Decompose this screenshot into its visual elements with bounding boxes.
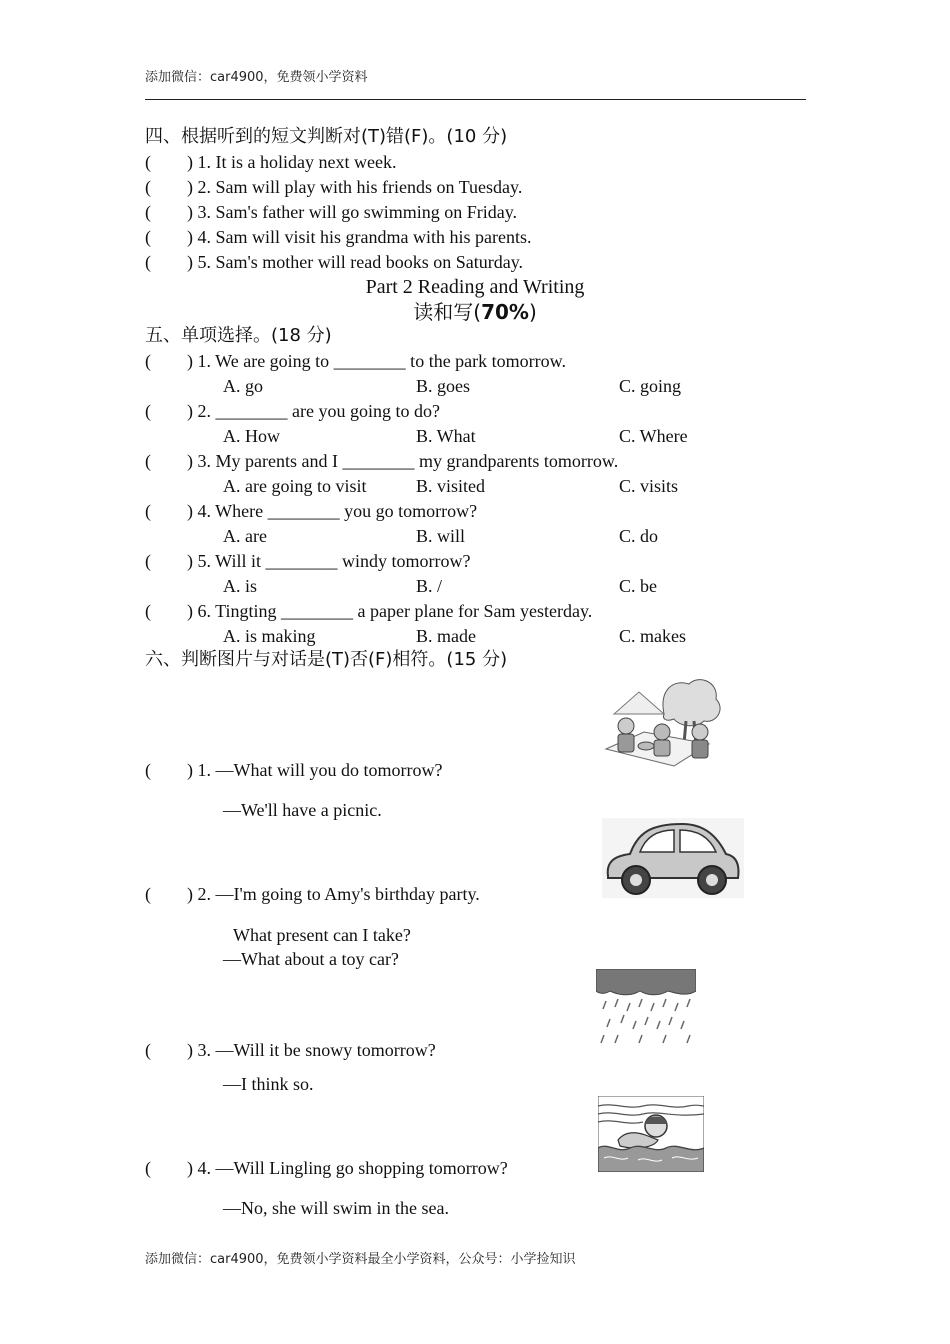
option-c: C. be [619,576,657,596]
answer-paren-open: ( [145,401,151,421]
option-c: C. visits [619,476,679,496]
answer-paren-close: ) [187,451,193,471]
option-a: A. are going to visit [223,476,367,496]
dialogue-question: 1. —What will you do tomorrow? [197,760,443,780]
answer-paren-open: ( [145,760,151,780]
option-b: B. made [416,626,476,646]
s4-item-1 [145,150,396,174]
answer-paren-close: ) [187,351,193,371]
statement-text: 4. Sam will visit his grandma with his parents. [197,227,532,247]
rain-picture [596,969,696,1047]
dialogue-question: 2. —I'm going to Amy's birthday party. [197,884,480,904]
s5-question-2 [145,399,440,423]
answer-paren-close: ) [187,1158,193,1178]
subtitle-percent: 70% [481,300,529,324]
dialogue-question: 3. —Will it be snowy tomorrow? [197,1040,436,1060]
answer-paren-open: ( [145,252,151,272]
part-2-subtitle [0,300,950,324]
question-text: 6. Tingting ________ a paper plane for Sam yesterday. [197,601,593,621]
option-c: C. Where [619,426,688,446]
s4-item-2 [145,175,522,199]
dialogue-answer: —We'll have a picnic. [223,800,382,820]
section-6-title: 六、判断图片与对话是(T)否(F)相符。(15 分) [145,649,508,670]
answer-paren-open: ( [145,501,151,521]
answer-paren-close: ) [187,401,193,421]
s5-question-6 [145,599,592,623]
answer-paren-close: ) [187,501,193,521]
answer-paren-open: ( [145,152,151,172]
answer-paren-close: ) [187,152,193,172]
page-footer: 添加微信：car4900，免费领小学资料最全小学资料，公众号：小学捡知识 [145,1252,576,1267]
question-text: 3. My parents and I ________ my grandparents tomorrow. [197,451,619,471]
option-b: B. What [416,426,476,446]
header-divider [145,99,806,100]
subtitle-suffix: ) [528,300,537,324]
answer-paren-open: ( [145,177,151,197]
option-a: A. How [223,426,280,446]
option-a: A. are [223,526,267,546]
s6-item-1 [145,758,442,782]
answer-paren-close: ) [187,202,193,222]
answer-paren-open: ( [145,451,151,471]
answer-paren-open: ( [145,1040,151,1060]
s5-question-4 [145,499,477,523]
question-text: 5. Will it ________ windy tomorrow? [197,551,471,571]
option-b: B. goes [416,376,470,396]
option-b: B. will [416,526,466,546]
option-c: C. going [619,376,682,396]
s4-item-5 [145,250,523,274]
picnic-picture [604,674,730,772]
part-2-title: Part 2 Reading and Writing [365,276,585,298]
answer-paren-open: ( [145,227,151,247]
statement-text: 1. It is a holiday next week. [197,152,397,172]
answer-paren-open: ( [145,202,151,222]
statement-text: 5. Sam's mother will read books on Saturday. [197,252,524,272]
answer-paren-close: ) [187,551,193,571]
answer-paren-open: ( [145,601,151,621]
s6-item-3 [145,1038,436,1062]
subtitle-prefix: 读和写( [413,300,482,324]
question-text: 1. We are going to ________ to the park tomorrow. [197,351,566,371]
option-a: A. is making [223,626,316,646]
s5-question-3 [145,449,618,473]
s5-question-5 [145,549,470,573]
statement-text: 3. Sam's father will go swimming on Friday. [197,202,518,222]
section-4-title: 四、根据听到的短文判断对(T)错(F)。(10 分) [145,126,508,147]
swimming-picture [598,1096,704,1172]
dialogue-answer: —I think so. [223,1074,314,1094]
answer-paren-open: ( [145,351,151,371]
car-picture [602,818,744,898]
answer-paren-close: ) [187,601,193,621]
answer-paren-open: ( [145,884,151,904]
s6-item-4 [145,1156,508,1180]
s4-item-3 [145,200,517,224]
answer-paren-close: ) [187,760,193,780]
dialogue-answer: —No, she will swim in the sea. [223,1198,449,1218]
dialogue-question: 4. —Will Lingling go shopping tomorrow? [197,1158,508,1178]
option-c: C. makes [619,626,686,646]
answer-paren-close: ) [187,177,193,197]
question-text: 2. ________ are you going to do? [197,401,440,421]
s6-item-2 [145,882,480,906]
answer-paren-open: ( [145,551,151,571]
question-text: 4. Where ________ you go tomorrow? [197,501,478,521]
answer-paren-open: ( [145,1158,151,1178]
option-a: A. go [223,376,263,396]
answer-paren-close: ) [187,1040,193,1060]
s5-question-1 [145,349,566,373]
answer-paren-close: ) [187,884,193,904]
dialogue-line: What present can I take? [233,925,411,945]
answer-paren-close: ) [187,227,193,247]
page-header: 添加微信：car4900，免费领小学资料 [145,70,368,85]
option-b: B. / [416,576,443,596]
option-c: C. do [619,526,659,546]
statement-text: 2. Sam will play with his friends on Tuesday. [197,177,523,197]
answer-paren-close: ) [187,252,193,272]
option-b: B. visited [416,476,486,496]
dialogue-answer: —What about a toy car? [223,949,399,969]
option-a: A. is [223,576,258,596]
section-5-title: 五、单项选择。(18 分) [145,325,332,346]
s4-item-4 [145,225,531,249]
